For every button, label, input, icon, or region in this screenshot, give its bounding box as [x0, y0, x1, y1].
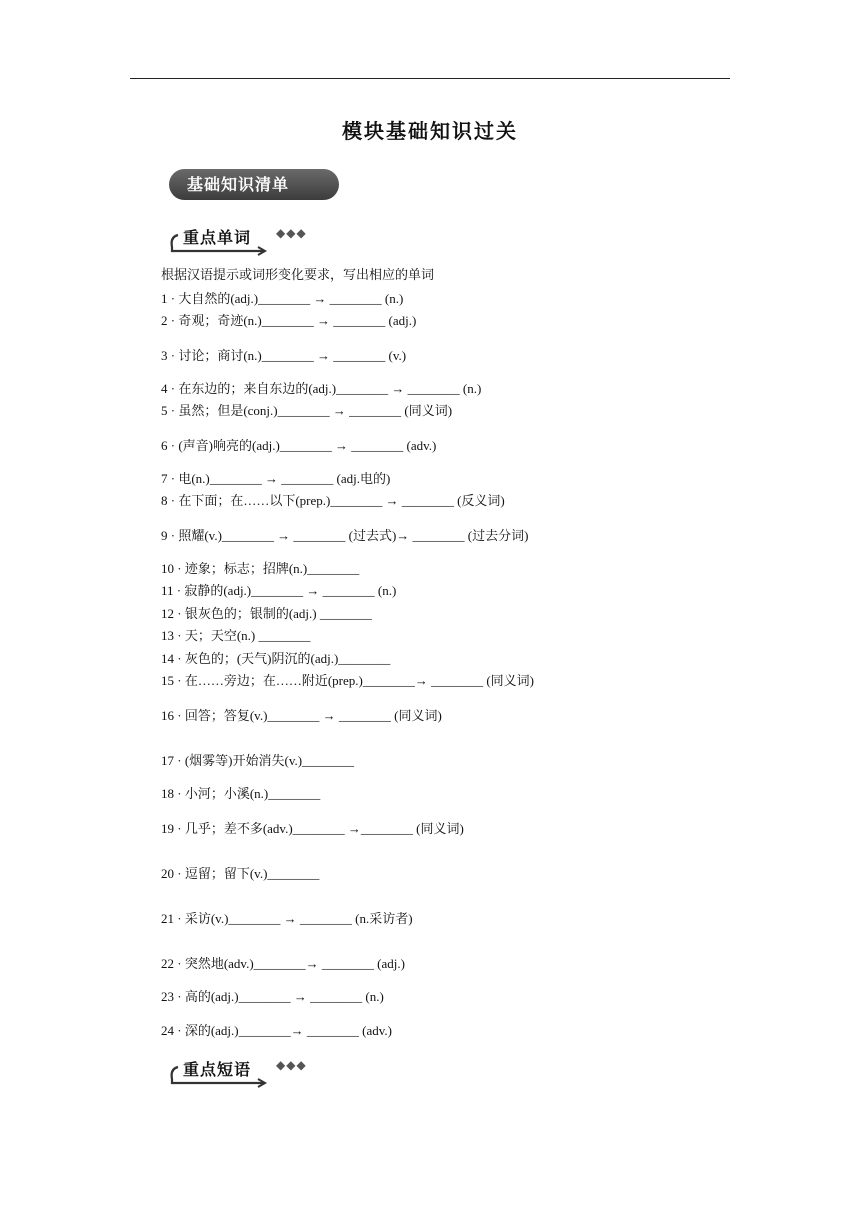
exercise-item: 7 · 电(n.)________ → ________ (adj.电的)	[161, 471, 391, 486]
subsection-header-words	[168, 225, 338, 259]
exercise-item: 22 · 突然地(adv.)________→ ________ (adj.)	[161, 956, 405, 971]
exercise-item: 5 · 虽然；但是(conj.)________ → ________ (同义词)	[161, 403, 453, 418]
exercise-item: 11 · 寂静的(adj.)________ → ________ (n.)	[161, 583, 397, 598]
exercise-item: 18 · 小河；小溪(n.)________	[161, 786, 321, 801]
exercise-item: 3 · 讨论；商讨(n.)________ → ________ (v.)	[161, 348, 407, 363]
top-rule	[130, 78, 730, 79]
exercise-item: 17 · (烟雾等)开始消失(v.)________	[161, 753, 355, 768]
section-banner: 基础知识清单	[169, 169, 339, 200]
exercise-item: 8 · 在下面；在……以下(prep.)________ → ________ (反义词)	[161, 493, 505, 508]
subsection-title: 重点单词	[183, 228, 252, 247]
page-title: 模块基础知识过关	[342, 119, 518, 143]
exercise-item: 14 · 灰色的；(天气)阴沉的(adj.)________	[161, 651, 391, 666]
subsection-title: 重点短语	[183, 1060, 252, 1079]
exercise-item: 9 · 照耀(v.)________ → ________ (过去式)→ ________ (过去分词)	[161, 528, 529, 543]
exercise-item: 6 · (声音)响亮的(adj.)________ → ________ (adv.)	[161, 438, 437, 453]
exercise-item: 16 · 回答；答复(v.)________ → ________ (同义词)	[161, 708, 442, 723]
exercise-item: 15 · 在……旁边；在……附近(prep.)________→ ________ (同义词)	[161, 673, 534, 688]
diamond-triple-icon: ◆◆◆	[276, 226, 307, 240]
diamond-triple-icon: ◆◆◆	[276, 1058, 307, 1072]
exercise-item: 19 · 几乎；差不多(adv.)________ →________ (同义词)	[161, 821, 464, 836]
instruction-text: 根据汉语提示或词形变化要求，写出相应的单词	[161, 268, 435, 283]
exercise-item: 2 · 奇观；奇迹(n.)________ → ________ (adj.)	[161, 313, 417, 328]
subsection-header-phrases	[168, 1057, 338, 1091]
exercise-item: 12 · 银灰色的；银制的(adj.) ________	[161, 606, 372, 621]
exercise-item: 4 · 在东边的；来自东边的(adj.)________ → ________ (n.)	[161, 381, 482, 396]
exercise-item: 10 · 迹象；标志；招牌(n.)________	[161, 561, 360, 576]
exercise-item: 1 · 大自然的(adj.)________ → ________ (n.)	[161, 291, 404, 306]
exercise-item: 20 · 逗留；留下(v.)________	[161, 866, 320, 881]
exercise-item: 24 · 深的(adj.)________→ ________ (adv.)	[161, 1023, 392, 1038]
exercise-item: 13 · 天；天空(n.) ________	[161, 628, 311, 643]
exercise-item: 21 · 采访(v.)________ → ________ (n.采访者)	[161, 911, 413, 926]
exercise-item: 23 · 高的(adj.)________ → ________ (n.)	[161, 989, 384, 1004]
